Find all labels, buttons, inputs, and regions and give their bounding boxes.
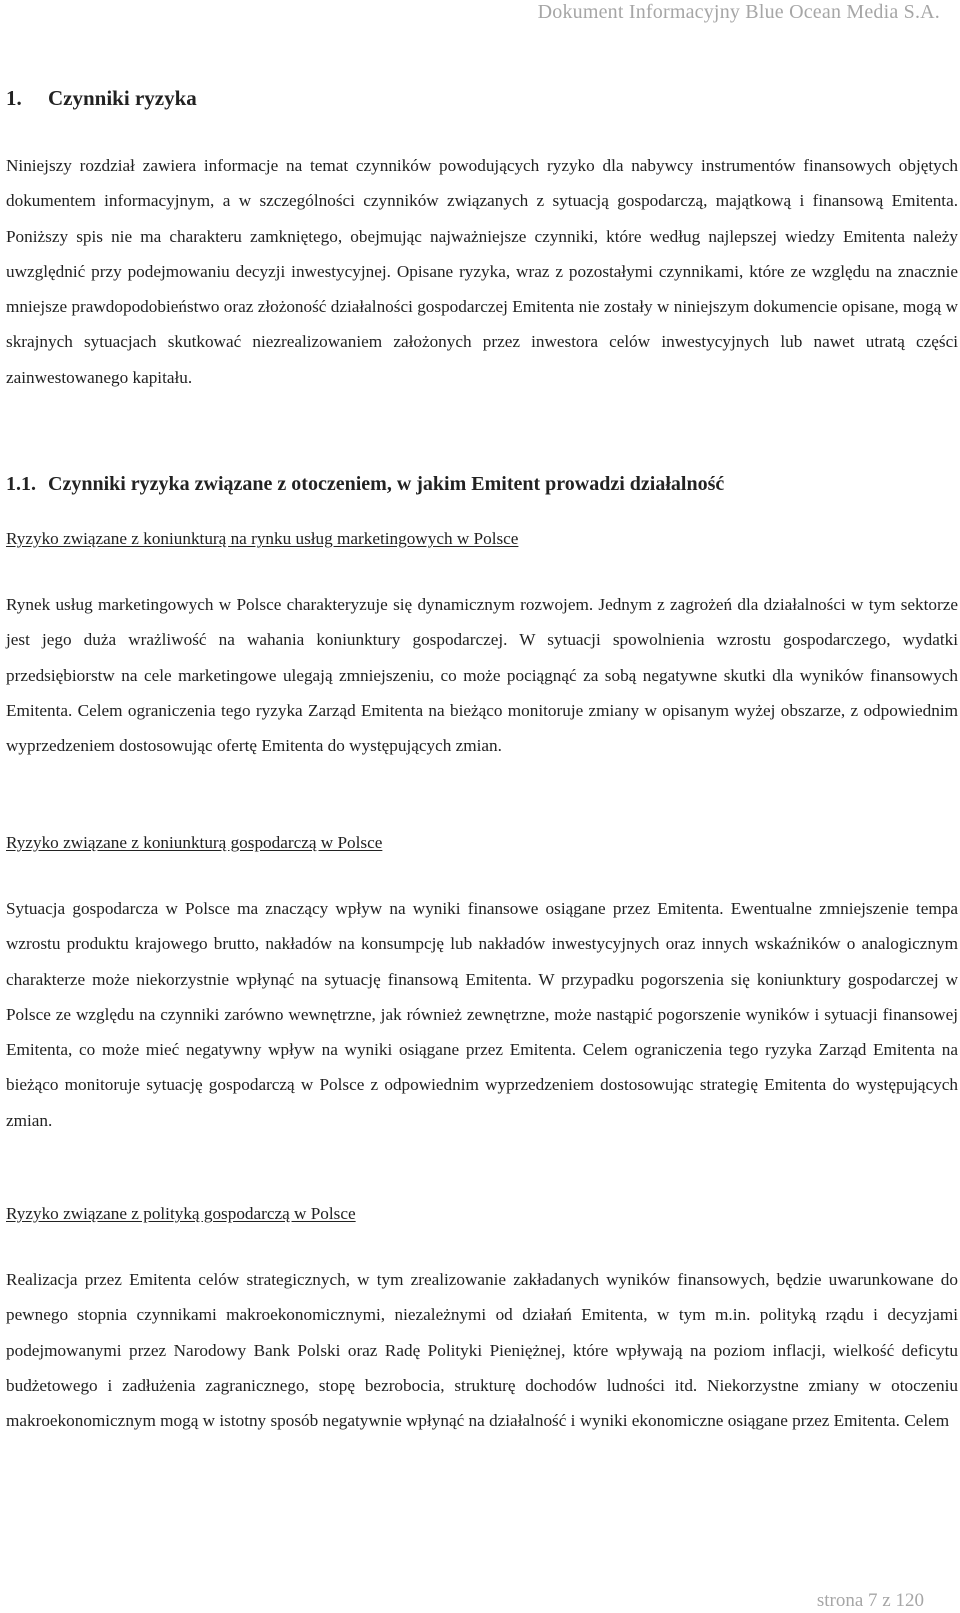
section-number: 1. <box>6 86 22 110</box>
risk-title: Ryzyko związane z polityką gospodarczą w Polsce <box>6 1204 356 1223</box>
page-number: strona 7 z 120 <box>816 1590 924 1611</box>
document-header-title: Dokument Informacyjny Blue Ocean Media S.A. <box>537 1 940 23</box>
risk-paragraph: Realizacja przez Emitenta celów strategicznych, w tym zrealizowanie zakładanych wyników finansowych, będzie uwarunkowane do pewnego stopnia czynnikami makroekonomicznymi, niezależnymi od działań Emitenta, w tym m.in. polityką rządu i decyzjami podejmowanymi przez Narodowy Bank Polski oraz Radę Polityki Pieniężnej, które wpływają na poziom inflacji, wielkość deficytu budżetowego i zadłużenia zagranicznego, stopę bezrobocia, strukturę dochodów ludności itd. Niekorzystne zmiany w otoczeniu makroekonomicznym mogą w istotny sposób negatywnie wpłynąć na działalność i wyniki ekonomiczne osiągane przez Emitenta. Celem <box>6 1270 958 1431</box>
subsection-number: 1.1. <box>6 473 36 495</box>
subsection-heading <box>6 470 724 498</box>
risk-title: Ryzyko związane z koniunkturą gospodarczą w Polsce <box>6 833 383 852</box>
risk-paragraph: Rynek usług marketingowych w Polsce charakteryzuje się dynamicznym rozwojem. Jednym z zagrożeń dla działalności w tym sektorze jest jego duża wrażliwość na wahania koniunktury gospodarczej. W sytuacji spowolnienia wzrostu gospodarczego, wydatki przedsiębiorstw na cele marketingowe ulegają zmniejszeniu, co może pociągnąć za sobą negatywne skutki dla wyników finansowych Emitenta. Celem ograniczenia tego ryzyka Zarząd Emitenta na bieżąco monitoruje zmiany w opisanym wyżej obszarze, z odpowiednim wyprzedzeniem dostosowując ofertę Emitenta do występujących zmian. <box>6 595 958 756</box>
section-heading <box>6 84 197 112</box>
risk-title: Ryzyko związane z koniunkturą na rynku usług marketingowych w Polsce <box>6 529 519 548</box>
risk-paragraph: Sytuacja gospodarcza w Polsce ma znaczący wpływ na wyniki finansowe osiągane przez Emitenta. Ewentualne zmniejszenie tempa wzrostu produktu krajowego brutto, nakładów na konsumpcję lub nakładów inwestycyjnych oraz innych wskaźników o analogicznym charakterze może niekorzystnie wpłynąć na sytuację finansową Emitenta. W przypadku pogorszenia się koniunktury gospodarczej w Polsce ze względu na czynniki zarówno wewnętrzne, jak również zewnętrzne, może nastąpić pogorszenie wyników i sytuacji finansowej Emitenta, co może mieć negatywny wpływ na wyniki osiągane przez Emitenta. Celem ograniczenia tego ryzyka Zarząd Emitenta na bieżąco monitoruje sytuację gospodarczą w Polsce z odpowiednim wyprzedzeniem dostosowując strategię Emitenta do występujących zmian. <box>6 899 958 1130</box>
section-title: Czynniki ryzyka <box>48 86 197 110</box>
subsection-title: Czynniki ryzyka związane z otoczeniem, w jakim Emitent prowadzi działalność <box>48 473 725 495</box>
section-intro-paragraph: Niniejszy rozdział zawiera informacje na temat czynników powodujących ryzyko dla nabywcy instrumentów finansowych objętych dokumentem informacyjnym, a w szczególności czynników związanych z sytuacją gospodarczą, majątkową i finansową Emitenta. Poniższy spis nie ma charakteru zamkniętego, obejmując najważniejsze czynniki, które według najlepszej wiedzy Emitenta należy uwzględnić przy podejmowaniu decyzji inwestycyjnej. Opisane ryzyka, wraz z pozostałymi czynnikami, które ze względu na znacznie mniejsze prawdopodobieństwo oraz złożoność działalności gospodarczej Emitenta nie zostały w niniejszym dokumencie opisane, mogą w skrajnych sytuacjach skutkować niezrealizowaniem założonych przez inwestora celów inwestycyjnych lub nawet utratą części zainwestowanego kapitału. <box>6 156 958 387</box>
